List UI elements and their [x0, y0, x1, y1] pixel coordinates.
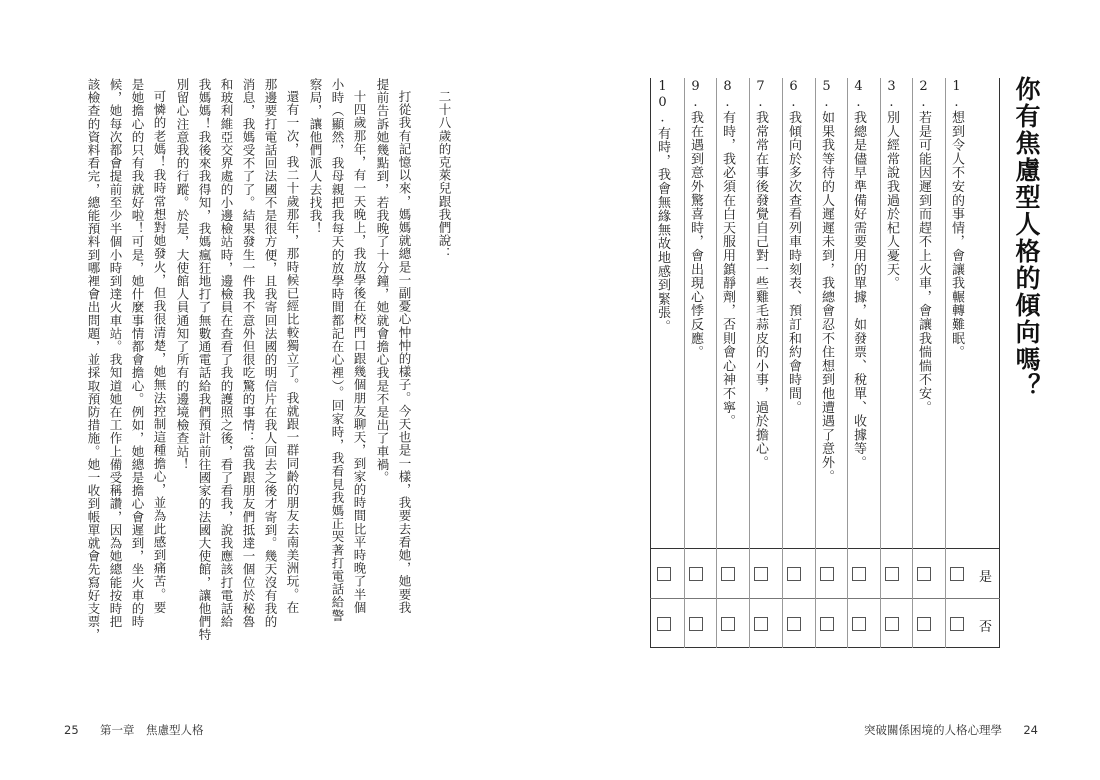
body-paragraph: 可憐的老媽！我時常想對她發火，但我很清楚，她無法控制這種擔心，並為此感到痛苦。要	[152, 90, 167, 614]
body-paragraph: 還有一次，我二十歲那年，那時候已經比較獨立了。我就跟一群同齡的朋友去南美洲玩。在	[285, 90, 300, 614]
question-text: 10.有時，我會無緣無故地感到緊張。	[655, 79, 670, 334]
body-paragraph: 提前告訴她幾點到，若我晚了十分鐘，她就會擔心我是不是出了車禍。	[375, 78, 390, 485]
yes-checkbox[interactable]	[787, 567, 801, 581]
no-checkbox[interactable]	[852, 617, 866, 631]
chapter-title: 第一章 焦慮型人格	[99, 723, 204, 737]
quiz-title: 你有焦慮型人格的傾向嗎？	[1012, 76, 1041, 400]
question-text: 1.想到令人不安的事情，會讓我輾轉難眠。	[949, 79, 964, 360]
body-paragraph: 別留心注意我的行蹤。於是，大使館人員通知了所有的邊境檢查站！	[175, 78, 190, 471]
row-divider	[782, 78, 783, 648]
yes-header: 是	[979, 570, 993, 585]
page-number: 25	[64, 723, 79, 737]
body-paragraph: 那邊要打電話回法國不是很方便，且我寄回法國的明信片在我人回去之後才寄到。幾天沒有我的	[263, 78, 278, 629]
table-left-rule	[650, 78, 651, 648]
table-right-rule	[999, 78, 1000, 648]
row-divider	[945, 78, 946, 648]
table-divider	[650, 548, 1000, 549]
table-divider	[650, 598, 1000, 599]
yes-checkbox[interactable]	[689, 567, 703, 581]
question-text: 3.別人經常說我過於杞人憂天。	[884, 79, 899, 291]
question-text: 4.我總是儘早準備好需要用的單據，如發票、稅單、收據等。	[851, 79, 866, 470]
question-text: 6.我傾向於多次查看列車時刻表、預訂和約會時間。	[786, 79, 801, 415]
no-checkbox[interactable]	[885, 617, 899, 631]
body-paragraph: 我媽媽！我後來我得知，我媽瘋狂地打了無數通電話給我們預計前往國家的法國大使館，讓他們特	[197, 78, 212, 642]
no-checkbox[interactable]	[657, 617, 671, 631]
yes-checkbox[interactable]	[721, 567, 735, 581]
body-paragraph: 和玻利維亞交界處的小邊檢站時，邊檢員在查看了我的護照之後，看了看我，說我應該打電話給	[219, 78, 234, 629]
row-divider	[716, 78, 717, 648]
no-checkbox[interactable]	[917, 617, 931, 631]
no-checkbox[interactable]	[820, 617, 834, 631]
question-text: 9.我在遇到意外驚喜時，會出現心悸反應。	[688, 79, 703, 360]
body-paragraph: 打從我有記憶以來，媽媽就總是一副憂心忡忡的樣子。今天也是一樣，我要去看她，她要我	[397, 90, 412, 614]
no-checkbox[interactable]	[721, 617, 735, 631]
row-divider	[880, 78, 881, 648]
yes-checkbox[interactable]	[885, 567, 899, 581]
right-footer	[864, 722, 1038, 738]
left-footer	[64, 722, 203, 738]
question-text: 5.如果我等待的人遲遲未到，我總會忍不住想到他遭遇了意外。	[819, 79, 834, 484]
book-title: 突破關係困境的人格心理學	[864, 723, 1003, 737]
body-paragraph: 消息，我媽受不了了。結果發生一件我不意外但很吃驚的事情：當我跟朋友們抵達一個位於秘魯	[241, 78, 256, 629]
yes-checkbox[interactable]	[754, 567, 768, 581]
body-paragraph: 候，她每次都會提前至少半個小時到達火車站。我知道她在工作上備受稱讚，因為她總能按時把	[108, 78, 123, 629]
yes-checkbox[interactable]	[917, 567, 931, 581]
yes-checkbox[interactable]	[950, 567, 964, 581]
body-paragraph: 該檢查的資料看完，總能預料到哪裡會出問題，並採取預防措施。她一收到帳單就會先寫好支票，	[86, 78, 101, 642]
table-bottom-rule	[650, 647, 1000, 648]
no-checkbox[interactable]	[754, 617, 768, 631]
yes-checkbox[interactable]	[852, 567, 866, 581]
row-divider	[684, 78, 685, 648]
no-checkbox[interactable]	[950, 617, 964, 631]
no-checkbox[interactable]	[787, 617, 801, 631]
question-text: 7.我常常在事後發覺自己對一些雞毛蒜皮的小事，過於擔心。	[753, 79, 768, 470]
body-paragraph: 十四歲那年，有一天晚上，我放學後在校門口跟幾個朋友聊天，到家的時間比平時晚了半個	[352, 90, 367, 614]
row-divider	[815, 78, 816, 648]
body-paragraph: 是她擔心的只有我就好啦！可是，她什麼事情都會擔心。例如，她總是擔心會遲到，坐火車的時	[130, 78, 145, 629]
body-paragraph: 二十八歲的克萊兒跟我們說：	[437, 90, 452, 261]
yes-checkbox[interactable]	[820, 567, 834, 581]
page-number: 24	[1023, 723, 1038, 737]
question-text: 2.若是可能因遲到而趕不上火車，會讓我惴惴不安。	[916, 79, 931, 415]
row-divider	[912, 78, 913, 648]
body-paragraph: 小時（顯然，我母親把我每天的放學時間都記在心裡）。回家時，我看見我媽正哭著打電話給警	[330, 78, 345, 622]
no-checkbox[interactable]	[689, 617, 703, 631]
row-divider	[847, 78, 848, 648]
body-paragraph: 察局，讓他們派人去找我！	[308, 78, 323, 236]
yes-checkbox[interactable]	[657, 567, 671, 581]
question-text: 8.有時，我必須在白天服用鎮靜劑，否則會心神不寧。	[720, 79, 735, 429]
no-header: 否	[979, 620, 993, 635]
row-divider	[749, 78, 750, 648]
